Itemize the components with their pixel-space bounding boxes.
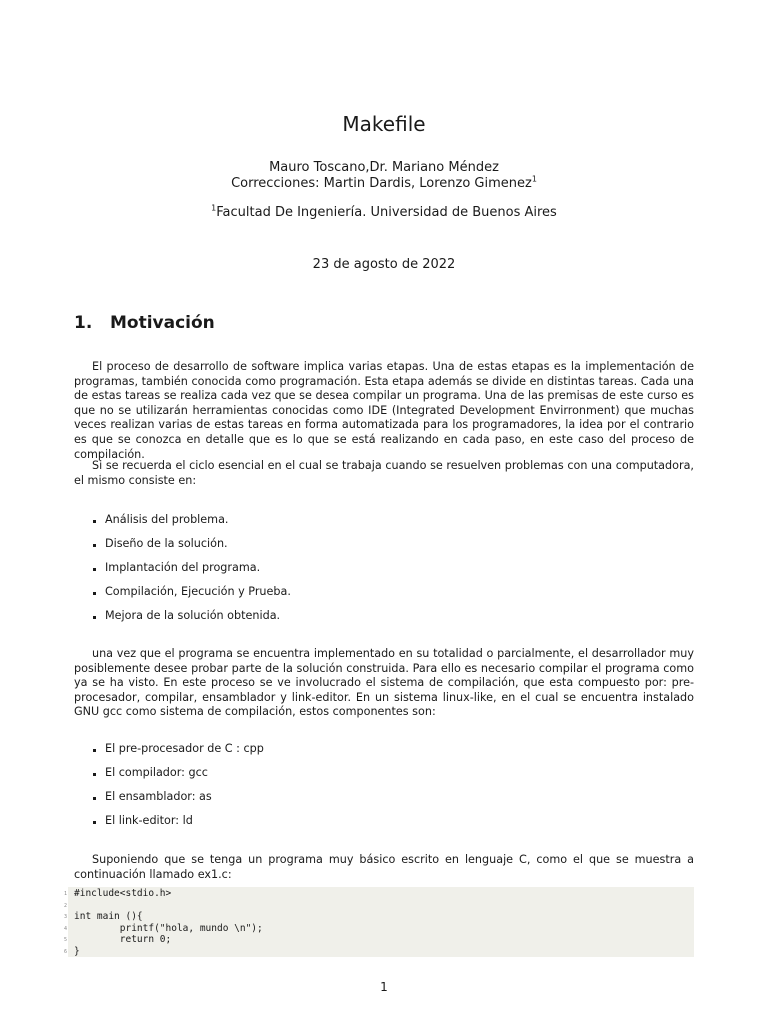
document-date: 23 de agosto de 2022 <box>312 257 456 272</box>
line-number: 5 <box>63 937 67 944</box>
list-item: Análisis del problema. <box>92 513 291 537</box>
list-item: El pre-procesador de C : cpp <box>92 742 264 766</box>
paragraph-example: Suponiendo que se tenga un programa muy básico escrito en lenguaje C, como el que se muestra a continuación llamado ex1.c: <box>74 853 694 881</box>
section-heading <box>74 313 215 333</box>
list-item: Implantación del programa. <box>92 561 291 585</box>
affiliation-text: Facultad De Ingeniería. Universidad de Buenos Aires <box>216 205 557 220</box>
section-number: 1. <box>74 313 93 333</box>
line-number: 2 <box>63 902 67 909</box>
corrections-superscript: 1 <box>531 174 537 184</box>
line-number: 6 <box>63 949 67 955</box>
corrections-line <box>0 176 768 191</box>
cycle-list <box>92 513 291 633</box>
code-text: return 0; <box>74 934 172 946</box>
list-item: El compilador: gcc <box>92 766 264 790</box>
list-item: Mejora de la solución obtenida. <box>92 609 291 633</box>
code-text: #include<stdio.h> <box>74 888 172 899</box>
list-item: Diseño de la solución. <box>92 537 291 561</box>
list-item: El link-editor: ld <box>92 814 264 838</box>
paragraph-cycle: Si se recuerda el ciclo esencial en el cual se trabaja cuando se resuelven problemas con una computadora, el mismo consiste en: <box>74 459 694 487</box>
code-text: printf("hola, mundo \n"); <box>74 922 263 934</box>
paragraph-intro: El proceso de desarrollo de software implica varias etapas. Una de estas etapas es la implementación de programas, también conocida como programación. Esta etapa además se divide en distintas tareas. Cada una de estas tareas se realiza cada vez que se desea compilar un programa. Una de las premisas de este curso es que no se utilizarán herramientas conocidas como IDE (Integrated Development Envirronment) que muchas veces realizan varias de estas tareas en forma automatizada para los programadores, la idea por el contrario es que se conozca en detalle que es lo que se está realizando en cada paso, en este caso del proceso de compilación. <box>74 360 694 461</box>
paragraph-compilation: una vez que el programa se encuentra implementado en su totalidad o parcialmente, el desarrollador muy posiblemente desee probar parte de la solución construida. Para ello es necesario compilar el programa como ya se ha visto. En este proceso se ve involucrado el sistema de compilación, que esta compuesto por: pre-procesador, compilar, ensamblador y link-editor. En un sistema linux-like, en el cual se encuentra instalado GNU gcc como sistema de compilación, estos componentes son: <box>74 647 694 719</box>
code-listing <box>63 887 694 957</box>
section-title: Motivación <box>110 313 215 333</box>
document-title: Makefile <box>342 112 426 136</box>
line-number: 4 <box>63 925 67 932</box>
corrections-text: Correcciones: Martin Dardis, Lorenzo Gimenez <box>231 176 532 191</box>
authors: Mauro Toscano,Dr. Mariano Méndez <box>269 160 499 175</box>
code-text: int main (){ <box>74 911 143 923</box>
list-item: Compilación, Ejecución y Prueba. <box>92 585 291 609</box>
components-list <box>92 742 264 838</box>
line-number: 3 <box>63 914 67 921</box>
line-number: 1 <box>63 891 67 897</box>
affiliation-line <box>0 205 768 220</box>
page-number: 1 <box>380 980 388 994</box>
code-text: } <box>74 946 80 957</box>
list-item: El ensamblador: as <box>92 790 264 814</box>
affiliation-superscript: 1 <box>211 203 217 213</box>
